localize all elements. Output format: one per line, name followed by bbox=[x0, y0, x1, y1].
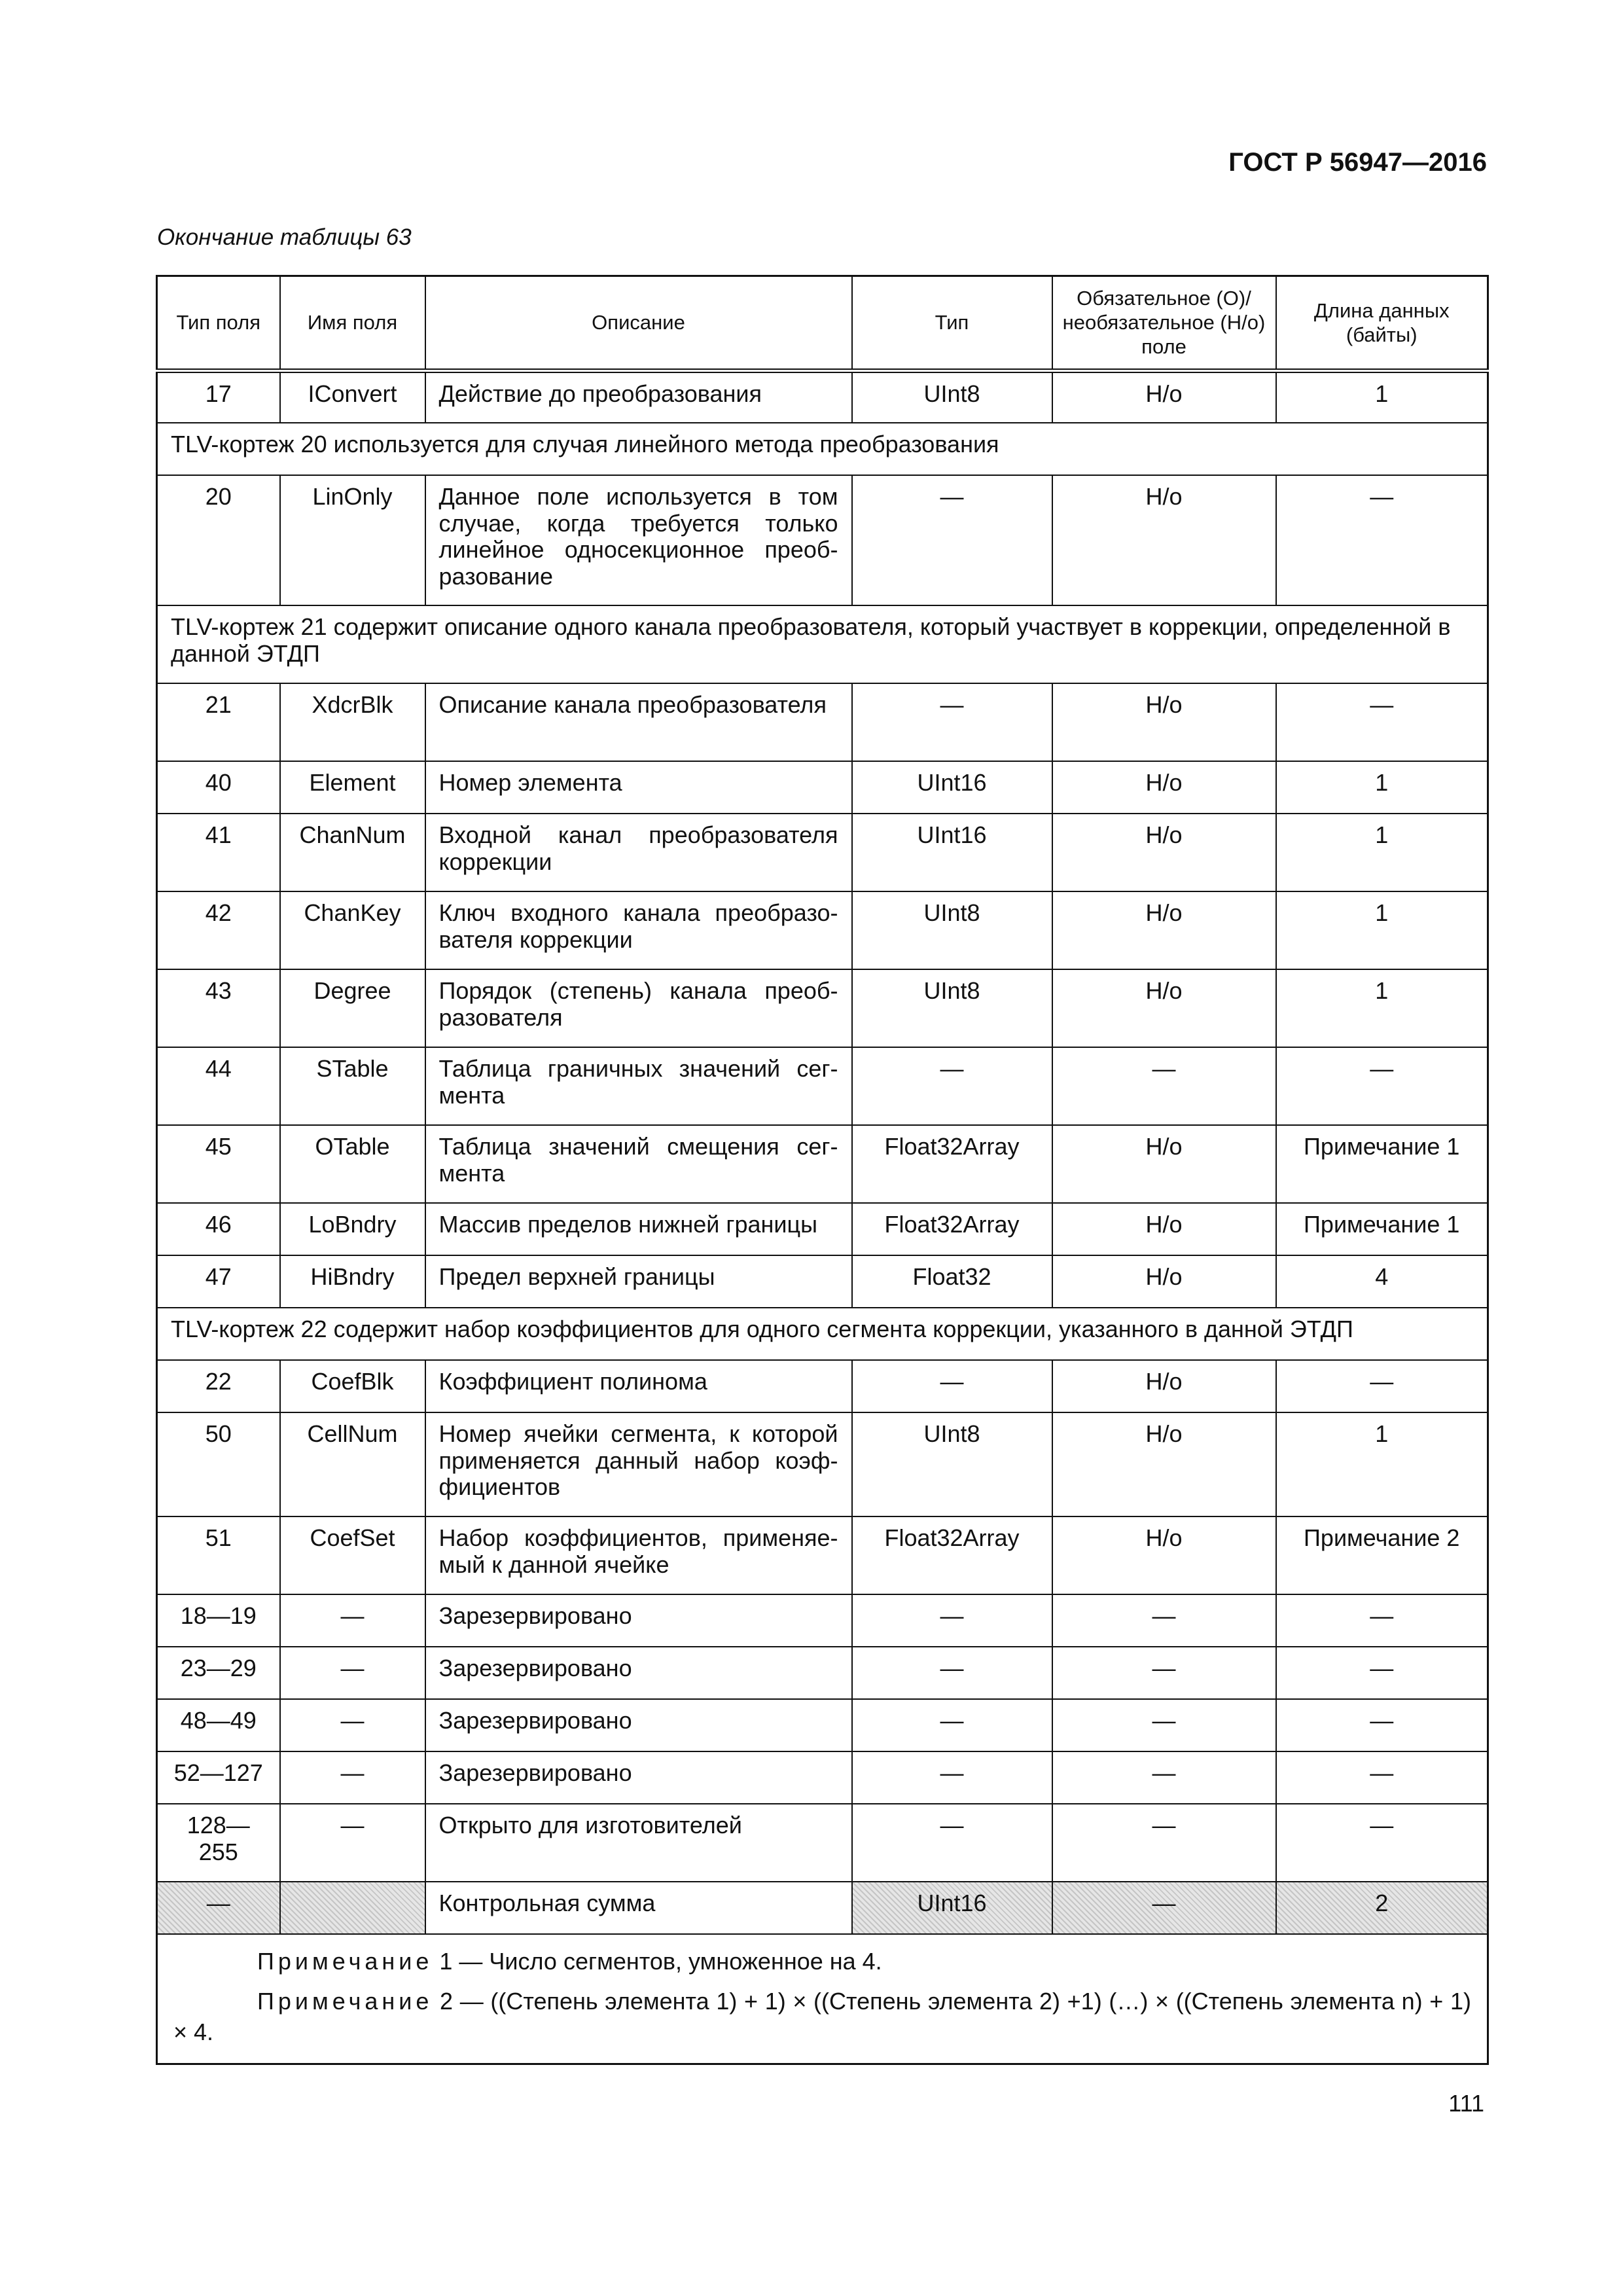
type-cell: — bbox=[852, 1804, 1052, 1882]
field-type-cell: 50 bbox=[157, 1412, 280, 1516]
page-number: 111 bbox=[1448, 2090, 1484, 2117]
section-row bbox=[157, 1308, 1488, 1360]
notes-row bbox=[157, 1934, 1488, 2064]
table-row bbox=[157, 814, 1488, 891]
field-type-cell: 20 bbox=[157, 475, 280, 605]
description-cell: Зарезервировано bbox=[425, 1594, 852, 1647]
field-type-cell: 51 bbox=[157, 1516, 280, 1594]
table-row bbox=[157, 1516, 1488, 1594]
required-cell: — bbox=[1052, 1699, 1276, 1751]
length-cell: 1 bbox=[1276, 761, 1488, 814]
description-cell: Контрольная сумма bbox=[425, 1882, 852, 1934]
length-cell: 2 bbox=[1276, 1882, 1488, 1934]
length-cell: 1 bbox=[1276, 1412, 1488, 1516]
length-cell: 1 bbox=[1276, 969, 1488, 1047]
length-cell: Примечание 1 bbox=[1276, 1125, 1488, 1203]
field-name-cell: CellNum bbox=[280, 1412, 425, 1516]
column-header-description: Описание bbox=[425, 276, 852, 371]
column-header-field-type: Тип поля bbox=[157, 276, 280, 371]
field-name-cell: Degree bbox=[280, 969, 425, 1047]
column-header-field-name: Имя поля bbox=[280, 276, 425, 371]
description-cell: Номер элемента bbox=[425, 761, 852, 814]
table-row bbox=[157, 1751, 1488, 1804]
table-row bbox=[157, 1804, 1488, 1882]
table-row bbox=[157, 475, 1488, 605]
table-row bbox=[157, 1255, 1488, 1308]
required-cell: — bbox=[1052, 1751, 1276, 1804]
required-cell: Н/о bbox=[1052, 370, 1276, 423]
required-cell: Н/о bbox=[1052, 761, 1276, 814]
type-cell: — bbox=[852, 1360, 1052, 1412]
note-label: Примечание bbox=[257, 1948, 433, 1975]
field-type-cell: 52—127 bbox=[157, 1751, 280, 1804]
table-row bbox=[157, 969, 1488, 1047]
field-type-cell: 22 bbox=[157, 1360, 280, 1412]
length-cell: — bbox=[1276, 1751, 1488, 1804]
length-cell: 1 bbox=[1276, 814, 1488, 891]
field-name-cell: STable bbox=[280, 1047, 425, 1125]
table-row bbox=[157, 1647, 1488, 1699]
spec-table-container bbox=[156, 275, 1487, 2065]
description-cell: Коэффициент полинома bbox=[425, 1360, 852, 1412]
description-cell: Данное поле используется в том случае, когда требуется только линейное односекционное преобразование bbox=[425, 475, 852, 605]
field-name-cell: ChanNum bbox=[280, 814, 425, 891]
required-cell: Н/о bbox=[1052, 1412, 1276, 1516]
required-cell: — bbox=[1052, 1882, 1276, 1934]
length-cell: — bbox=[1276, 1594, 1488, 1647]
document-code: ГОСТ Р 56947—2016 bbox=[1228, 148, 1487, 177]
section-row bbox=[157, 605, 1488, 683]
field-name-cell: HiBndry bbox=[280, 1255, 425, 1308]
type-cell: Float32Array bbox=[852, 1203, 1052, 1255]
length-cell: — bbox=[1276, 1699, 1488, 1751]
table-header-row bbox=[157, 276, 1488, 371]
field-type-cell: 46 bbox=[157, 1203, 280, 1255]
field-name-cell: OTable bbox=[280, 1125, 425, 1203]
type-cell: Float32Array bbox=[852, 1516, 1052, 1594]
required-cell: — bbox=[1052, 1047, 1276, 1125]
field-name-cell: IConvert bbox=[280, 370, 425, 423]
description-cell: Входной канал преобразователя коррекции bbox=[425, 814, 852, 891]
description-cell: Набор коэффициентов, применяемый к данной ячейке bbox=[425, 1516, 852, 1594]
checksum-row bbox=[157, 1882, 1488, 1934]
section-text: TLV-кортеж 22 содержит набор коэффициентов для одного сегмента коррекции, указанного в данной ЭТДП bbox=[157, 1308, 1488, 1360]
length-cell: Примечание 2 bbox=[1276, 1516, 1488, 1594]
length-cell: 1 bbox=[1276, 891, 1488, 969]
field-name-cell: CoefSet bbox=[280, 1516, 425, 1594]
field-type-cell: 42 bbox=[157, 891, 280, 969]
length-cell: — bbox=[1276, 683, 1488, 761]
length-cell: 1 bbox=[1276, 370, 1488, 423]
description-cell: Зарезервировано bbox=[425, 1699, 852, 1751]
table-caption: Окончание таблицы 63 bbox=[157, 224, 412, 250]
notes-cell bbox=[157, 1934, 1488, 2064]
section-row bbox=[157, 423, 1488, 475]
type-cell: — bbox=[852, 1594, 1052, 1647]
field-type-cell: 128—255 bbox=[157, 1804, 280, 1882]
type-cell: UInt16 bbox=[852, 814, 1052, 891]
type-cell: Float32Array bbox=[852, 1125, 1052, 1203]
length-cell: 4 bbox=[1276, 1255, 1488, 1308]
field-name-cell: ChanKey bbox=[280, 891, 425, 969]
table-row bbox=[157, 1360, 1488, 1412]
type-cell: — bbox=[852, 1047, 1052, 1125]
field-name-cell: LoBndry bbox=[280, 1203, 425, 1255]
spec-table bbox=[156, 275, 1489, 2065]
column-header-required: Обязательное (О)/ необязательное (Н/о) поле bbox=[1052, 276, 1276, 371]
field-type-cell: 44 bbox=[157, 1047, 280, 1125]
table-row bbox=[157, 683, 1488, 761]
length-cell: — bbox=[1276, 1647, 1488, 1699]
required-cell: — bbox=[1052, 1647, 1276, 1699]
required-cell: Н/о bbox=[1052, 1203, 1276, 1255]
description-cell: Ключ входного канала преобразователя коррекции bbox=[425, 891, 852, 969]
field-name-cell: — bbox=[280, 1647, 425, 1699]
description-cell: Предел верхней границы bbox=[425, 1255, 852, 1308]
type-cell: Float32 bbox=[852, 1255, 1052, 1308]
table-body bbox=[157, 370, 1488, 2064]
required-cell: Н/о bbox=[1052, 891, 1276, 969]
description-cell: Массив пределов нижней границы bbox=[425, 1203, 852, 1255]
field-type-cell: 17 bbox=[157, 370, 280, 423]
table-row bbox=[157, 1203, 1488, 1255]
required-cell: Н/о bbox=[1052, 969, 1276, 1047]
required-cell: Н/о bbox=[1052, 1125, 1276, 1203]
type-cell: UInt8 bbox=[852, 969, 1052, 1047]
field-name-cell: — bbox=[280, 1594, 425, 1647]
description-cell: Номер ячейки сегмента, к которой применяется данный набор коэффициентов bbox=[425, 1412, 852, 1516]
required-cell: — bbox=[1052, 1594, 1276, 1647]
type-cell: — bbox=[852, 1647, 1052, 1699]
field-name-cell: — bbox=[280, 1751, 425, 1804]
section-text: TLV-кортеж 20 используется для случая линейного метода преобразования bbox=[157, 423, 1488, 475]
length-cell: — bbox=[1276, 1047, 1488, 1125]
field-type-cell: 48—49 bbox=[157, 1699, 280, 1751]
type-cell: UInt16 bbox=[852, 761, 1052, 814]
required-cell: Н/о bbox=[1052, 1255, 1276, 1308]
required-cell: Н/о bbox=[1052, 1516, 1276, 1594]
field-name-cell bbox=[280, 1882, 425, 1934]
table-row bbox=[157, 761, 1488, 814]
field-type-cell: 47 bbox=[157, 1255, 280, 1308]
field-type-cell: 21 bbox=[157, 683, 280, 761]
field-name-cell: Element bbox=[280, 761, 425, 814]
description-cell: Зарезервировано bbox=[425, 1751, 852, 1804]
length-cell: — bbox=[1276, 475, 1488, 605]
note-2 bbox=[173, 1986, 1471, 2048]
table-row bbox=[157, 1412, 1488, 1516]
field-name-cell: XdcrBlk bbox=[280, 683, 425, 761]
description-cell: Действие до преобразования bbox=[425, 370, 852, 423]
required-cell: Н/о bbox=[1052, 683, 1276, 761]
column-header-type: Тип bbox=[852, 276, 1052, 371]
type-cell: — bbox=[852, 683, 1052, 761]
table-row bbox=[157, 1594, 1488, 1647]
length-cell: Примечание 1 bbox=[1276, 1203, 1488, 1255]
description-cell: Таблица значений смещения сегмента bbox=[425, 1125, 852, 1203]
table-row bbox=[157, 1125, 1488, 1203]
description-cell: Таблица граничных значений сегмента bbox=[425, 1047, 852, 1125]
required-cell: Н/о bbox=[1052, 814, 1276, 891]
required-cell: Н/о bbox=[1052, 475, 1276, 605]
field-type-cell: 45 bbox=[157, 1125, 280, 1203]
type-cell: UInt8 bbox=[852, 1412, 1052, 1516]
type-cell: — bbox=[852, 1751, 1052, 1804]
required-cell: Н/о bbox=[1052, 1360, 1276, 1412]
description-cell: Зарезервировано bbox=[425, 1647, 852, 1699]
length-cell: — bbox=[1276, 1804, 1488, 1882]
description-cell: Порядок (степень) канала преобразователя bbox=[425, 969, 852, 1047]
length-cell: — bbox=[1276, 1360, 1488, 1412]
field-type-cell: 43 bbox=[157, 969, 280, 1047]
table-row bbox=[157, 891, 1488, 969]
section-text: TLV-кортеж 21 содержит описание одного канала преобразователя, который участвует в коррекции, определенной в данной ЭТДП bbox=[157, 605, 1488, 683]
field-name-cell: — bbox=[280, 1699, 425, 1751]
field-type-cell: — bbox=[157, 1882, 280, 1934]
note-label: Примечание bbox=[257, 1987, 433, 2015]
table-row bbox=[157, 1699, 1488, 1751]
note-1 bbox=[173, 1946, 1471, 1977]
required-cell: — bbox=[1052, 1804, 1276, 1882]
field-name-cell: LinOnly bbox=[280, 475, 425, 605]
column-header-data-length: Длина данных (байты) bbox=[1276, 276, 1488, 371]
type-cell: UInt8 bbox=[852, 891, 1052, 969]
description-cell: Описание канала преобразователя bbox=[425, 683, 852, 761]
field-name-cell: — bbox=[280, 1804, 425, 1882]
table-row bbox=[157, 1047, 1488, 1125]
note-text: 2 — ((Степень элемента 1) + 1) × ((Степень элемента 2) +1) (…) × ((Степень элемента n) + 1) × 4. bbox=[173, 1987, 1471, 2045]
type-cell: — bbox=[852, 1699, 1052, 1751]
field-type-cell: 40 bbox=[157, 761, 280, 814]
field-type-cell: 23—29 bbox=[157, 1647, 280, 1699]
note-text: 1 — Число сегментов, умноженное на 4. bbox=[439, 1948, 882, 1975]
field-type-cell: 18—19 bbox=[157, 1594, 280, 1647]
type-cell: UInt16 bbox=[852, 1882, 1052, 1934]
type-cell: — bbox=[852, 475, 1052, 605]
field-type-cell: 41 bbox=[157, 814, 280, 891]
description-cell: Открыто для изготовителей bbox=[425, 1804, 852, 1882]
table-row bbox=[157, 370, 1488, 423]
type-cell: UInt8 bbox=[852, 370, 1052, 423]
field-name-cell: CoefBlk bbox=[280, 1360, 425, 1412]
